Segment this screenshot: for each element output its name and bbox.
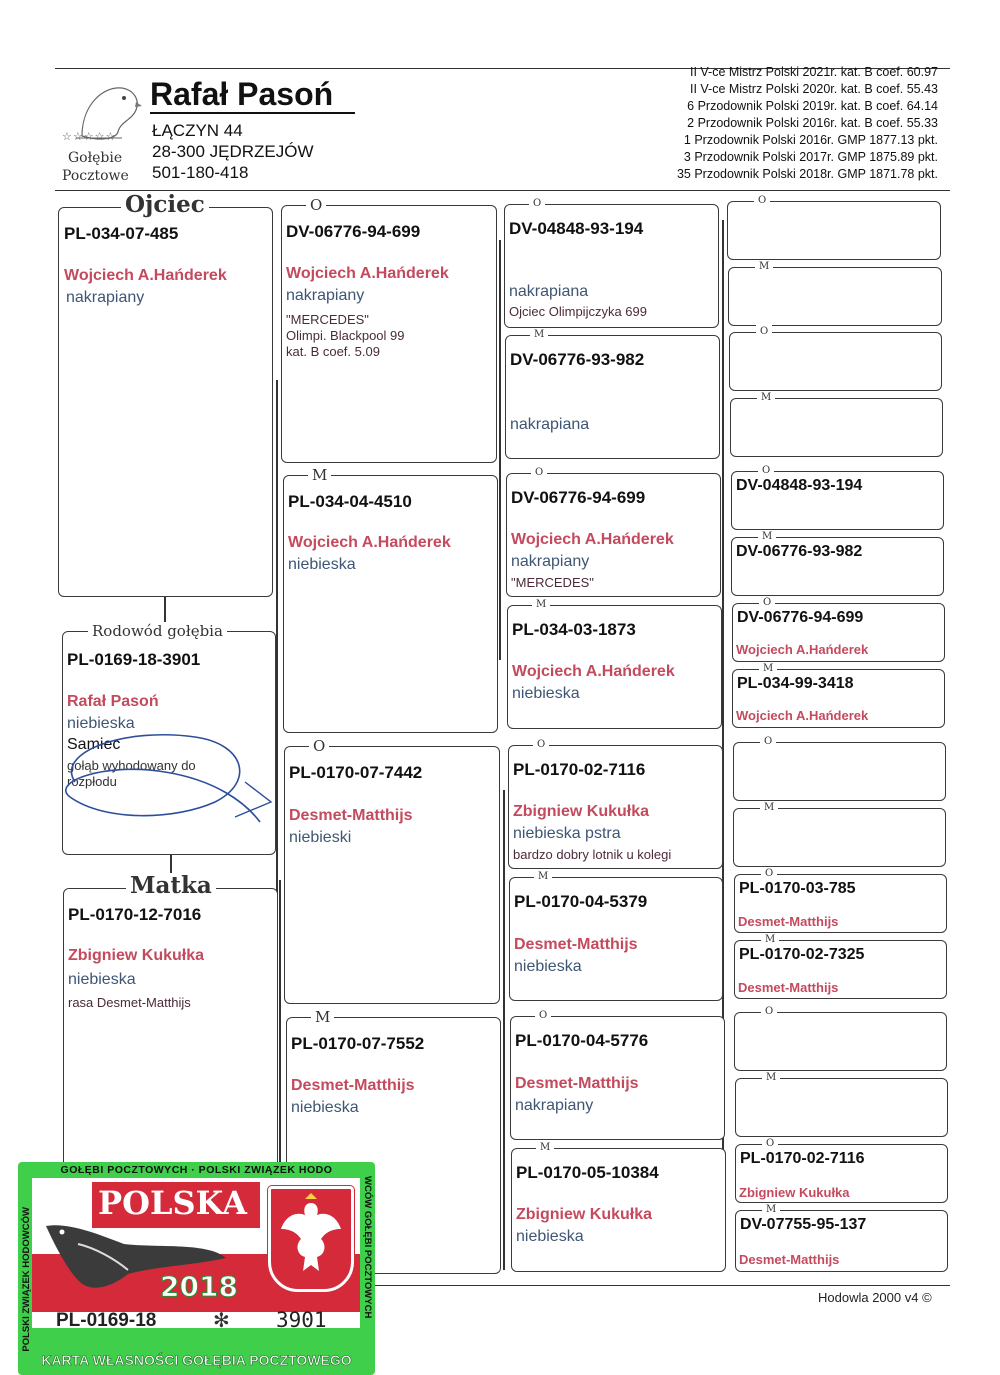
- fm-ring: PL-034-04-4510: [288, 492, 412, 511]
- fff-note: Ojciec Olimpijczyka 699: [509, 304, 647, 319]
- card-country: POLSKA: [98, 1184, 247, 1222]
- mf-card[interactable]: [284, 737, 500, 1004]
- mother-card[interactable]: [63, 872, 278, 1178]
- subject-note: gołąb wyhodowany do rozpłodu: [67, 758, 196, 789]
- fm-label: M: [308, 466, 331, 484]
- address-line-2: 28-300 JĘDRZEJÓW: [152, 142, 314, 161]
- mfmf-breeder: Desmet-Matthijs: [738, 914, 839, 929]
- fmf-label: O: [531, 466, 547, 479]
- mf-ring: PL-0170-07-7442: [289, 763, 423, 782]
- father-ring: PL-034-07-485: [64, 224, 179, 243]
- fffm-card[interactable]: [728, 261, 942, 326]
- achievement: 1 Przodownik Polski 2016r. GMP 1877.13 pkt.: [683, 133, 938, 147]
- card-bottom-text: KARTA WŁASNOŚCI GOŁĘBIA POCZTOWEGO: [41, 1352, 352, 1368]
- address-line-1: ŁĄCZYN 44: [152, 121, 243, 140]
- logo-text-1: Gołębie: [68, 150, 123, 166]
- subject-breeder: Rafał Pasoń: [67, 693, 159, 710]
- fmmf-ring: DV-06776-94-699: [737, 609, 864, 626]
- mffm-card[interactable]: [733, 802, 946, 867]
- mmf-label: O: [535, 1009, 551, 1022]
- ownership-card: [18, 1162, 375, 1375]
- mmmf-card[interactable]: [735, 1138, 948, 1203]
- fffo-card[interactable]: [727, 195, 941, 260]
- mmfm-card[interactable]: [735, 1072, 948, 1137]
- mmmm-card[interactable]: [735, 1204, 948, 1272]
- connector: [499, 240, 501, 660]
- fmff-ring: DV-04848-93-194: [736, 477, 863, 494]
- fmfm-card[interactable]: [731, 531, 944, 596]
- ffmm-label: M: [757, 391, 775, 404]
- fm-color: niebieska: [288, 556, 356, 573]
- mmf-breeder: Desmet-Matthijs: [515, 1075, 639, 1092]
- owner-name: Rafał Pasoń: [150, 76, 334, 112]
- fmff-card[interactable]: [731, 465, 944, 530]
- card-top-text: GOŁĘBI POCZTOWYCH · POLSKI ZWIĄZEK HODO: [60, 1164, 333, 1176]
- card-ring-number: 3901: [276, 1308, 327, 1332]
- fm-breeder: Wojciech A.Hańderek: [288, 534, 451, 551]
- fff-card[interactable]: [504, 198, 719, 328]
- father-breeder: Wojciech A.Hańderek: [64, 267, 227, 284]
- mmmf-breeder: Zbigniew Kukułka: [739, 1185, 850, 1200]
- ffm-ring: DV-06776-93-982: [510, 350, 645, 369]
- mffm-label: M: [760, 801, 778, 814]
- mf-label: O: [309, 737, 329, 755]
- fmmf-card[interactable]: [732, 597, 945, 662]
- card-panel: [32, 1178, 360, 1328]
- mfmm-ring: PL-0170-02-7325: [739, 946, 865, 963]
- mfm-breeder: Desmet-Matthijs: [514, 936, 638, 953]
- connector: [279, 880, 281, 1180]
- snowflake-icon: ✻: [213, 1310, 230, 1332]
- fmmm-card[interactable]: [732, 663, 945, 728]
- mmfo-label: O: [761, 1005, 777, 1018]
- mm-label: M: [311, 1008, 334, 1026]
- mother-label: Matka: [126, 873, 216, 899]
- ffmm-card[interactable]: [730, 392, 943, 457]
- ffm-color: nakrapiana: [510, 416, 590, 433]
- mmf-card[interactable]: [510, 1010, 725, 1140]
- mfmf-label: O: [761, 867, 777, 880]
- father-color: nakrapiany: [66, 289, 145, 306]
- mff-breeder: Zbigniew Kukułka: [513, 803, 650, 820]
- fmmm-breeder: Wojciech A.Hańderek: [736, 708, 869, 723]
- mffo-card[interactable]: [733, 736, 946, 801]
- mff-color: niebieska pstra: [513, 825, 621, 842]
- mother-color: niebieska: [68, 971, 136, 988]
- ff-ring: DV-06776-94-699: [286, 222, 421, 241]
- father-card[interactable]: [58, 191, 273, 597]
- fmmf-breeder: Wojciech A.Hańderek: [736, 642, 869, 657]
- fmf-breeder: Wojciech A.Hańderek: [511, 531, 674, 548]
- fmmm-label: M: [759, 662, 777, 675]
- ff-note: kat. B coef. 5.09: [286, 344, 380, 359]
- ffmo-card[interactable]: [729, 326, 942, 391]
- mmm-ring: PL-0170-05-10384: [516, 1163, 659, 1182]
- card-year: 2018: [160, 1270, 238, 1303]
- mmmm-breeder: Desmet-Matthijs: [739, 1252, 840, 1267]
- fmfm-ring: DV-06776-93-982: [736, 543, 863, 560]
- subject-ring: PL-0169-18-3901: [67, 650, 201, 669]
- achievement: 3 Przodownik Polski 2017r. GMP 1875.89 pkt.: [683, 150, 938, 164]
- achievement: 6 Przodownik Polski 2019r. kat. B coef. 64.14: [687, 99, 938, 113]
- connector: [503, 790, 505, 1270]
- pedigree-label: Rodowód gołębia: [88, 622, 227, 640]
- mf-breeder: Desmet-Matthijs: [289, 807, 413, 824]
- mother-note: rasa Desmet-Matthijs: [68, 995, 191, 1010]
- achievement: II V-ce Mistrz Polski 2020r. kat. B coef. 55.43: [689, 82, 938, 96]
- software-credit: Hodowla 2000 v4 ©: [818, 1290, 932, 1305]
- mf-color: niebieski: [289, 829, 352, 846]
- phone-number: 501-180-418: [152, 163, 249, 182]
- mmmf-ring: PL-0170-02-7116: [740, 1150, 865, 1167]
- eagle-emblem-icon: [268, 1186, 354, 1292]
- mfmm-breeder: Desmet-Matthijs: [738, 980, 839, 995]
- fmm-ring: PL-034-03-1873: [512, 620, 636, 639]
- ffm-card[interactable]: [505, 329, 720, 459]
- mmmf-label: O: [762, 1137, 778, 1150]
- mffo-label: O: [760, 735, 776, 748]
- ff-note: "MERCEDES": [286, 312, 369, 327]
- fm-card[interactable]: [283, 466, 498, 733]
- mfmm-label: M: [761, 933, 779, 946]
- fmf-ring: DV-06776-94-699: [511, 488, 646, 507]
- mm-breeder: Desmet-Matthijs: [291, 1077, 415, 1094]
- ff-note: Olimpi. Blackpool 99: [286, 328, 405, 343]
- subject-color: niebieska: [67, 715, 135, 732]
- mff-note: bardzo dobry lotnik u kolegi: [513, 847, 672, 862]
- mmm-color: niebieska: [516, 1228, 584, 1245]
- mmmm-label: M: [762, 1203, 780, 1216]
- logo-text-2: Pocztowe: [62, 168, 129, 184]
- fffo-label: O: [754, 194, 770, 207]
- fmm-breeder: Wojciech A.Hańderek: [512, 663, 675, 680]
- mfmf-card[interactable]: [734, 868, 947, 933]
- fmf-card[interactable]: [506, 467, 721, 597]
- mmf-ring: PL-0170-04-5776: [515, 1031, 649, 1050]
- signature-scribble: [45, 722, 280, 842]
- mmm-card[interactable]: [511, 1142, 726, 1272]
- card-left-text: POLSKI ZWIĄZEK HODOWCÓW: [21, 1207, 32, 1352]
- mmfm-label: M: [762, 1071, 780, 1084]
- mmm-breeder: Zbigniew Kukułka: [516, 1206, 653, 1223]
- mfm-ring: PL-0170-04-5379: [514, 892, 648, 911]
- subject-card[interactable]: [62, 622, 276, 855]
- ff-breeder: Wojciech A.Hańderek: [286, 265, 449, 282]
- mff-ring: PL-0170-02-7116: [513, 760, 646, 779]
- mother-ring: PL-0170-12-7016: [68, 905, 202, 924]
- owner-name-underline: [150, 112, 355, 114]
- ffm-label: M: [530, 328, 548, 341]
- fmm-label: M: [532, 598, 550, 611]
- fmf-note: "MERCEDES": [511, 575, 594, 590]
- fmmf-label: O: [759, 596, 775, 609]
- fmff-label: O: [758, 464, 774, 477]
- mfm-card[interactable]: [509, 871, 723, 1001]
- mmf-color: nakrapiany: [515, 1097, 594, 1114]
- fmf-color: nakrapiany: [511, 553, 590, 570]
- fmfm-label: M: [758, 530, 776, 543]
- mff-label: O: [533, 738, 549, 751]
- ff-label: O: [306, 196, 326, 214]
- subject-sex: Samiec: [67, 736, 121, 753]
- fff-color: nakrapiana: [509, 283, 589, 300]
- ff-color: nakrapiany: [286, 287, 365, 304]
- mm-ring: PL-0170-07-7552: [291, 1034, 425, 1053]
- fmm-card[interactable]: [507, 599, 722, 729]
- logo-stars: ☆☆☆☆☆: [62, 131, 117, 143]
- fff-ring: DV-04848-93-194: [509, 219, 644, 238]
- card-right-text: WCÓW GOŁĘBI POCZTOWYCH: [362, 1176, 373, 1319]
- mmmm-ring: DV-07755-95-137: [740, 1216, 867, 1233]
- mmfo-card[interactable]: [734, 1006, 947, 1071]
- connector: [164, 596, 166, 622]
- mfmm-card[interactable]: [734, 934, 947, 999]
- fff-label: O: [529, 197, 545, 210]
- mfm-color: niebieska: [514, 958, 582, 975]
- logo: [62, 76, 144, 186]
- ffmo-label: O: [756, 325, 772, 338]
- fmmm-ring: PL-034-99-3418: [737, 675, 854, 692]
- mm-color: niebieska: [291, 1099, 359, 1116]
- mother-breeder: Zbigniew Kukułka: [68, 947, 205, 964]
- mff-card[interactable]: [508, 739, 723, 869]
- fffm-label: M: [755, 260, 773, 273]
- father-label: Ojciec: [121, 192, 209, 218]
- card-ring-prefix: PL-0169-18: [56, 1310, 157, 1331]
- achievement: 2 Przodownik Polski 2016r. kat. B coef. 55.33: [687, 116, 938, 130]
- mfmf-ring: PL-0170-03-785: [739, 880, 856, 897]
- mfm-label: M: [534, 870, 552, 883]
- mmm-label: M: [536, 1141, 554, 1154]
- ff-card[interactable]: [281, 196, 497, 463]
- fmm-color: niebieska: [512, 685, 580, 702]
- achievement: 35 Przodownik Polski 2018r. GMP 1871.78 pkt.: [676, 167, 938, 181]
- achievement: II V-ce Mistrz Polski 2021r. kat. B coef. 60.97: [689, 65, 938, 79]
